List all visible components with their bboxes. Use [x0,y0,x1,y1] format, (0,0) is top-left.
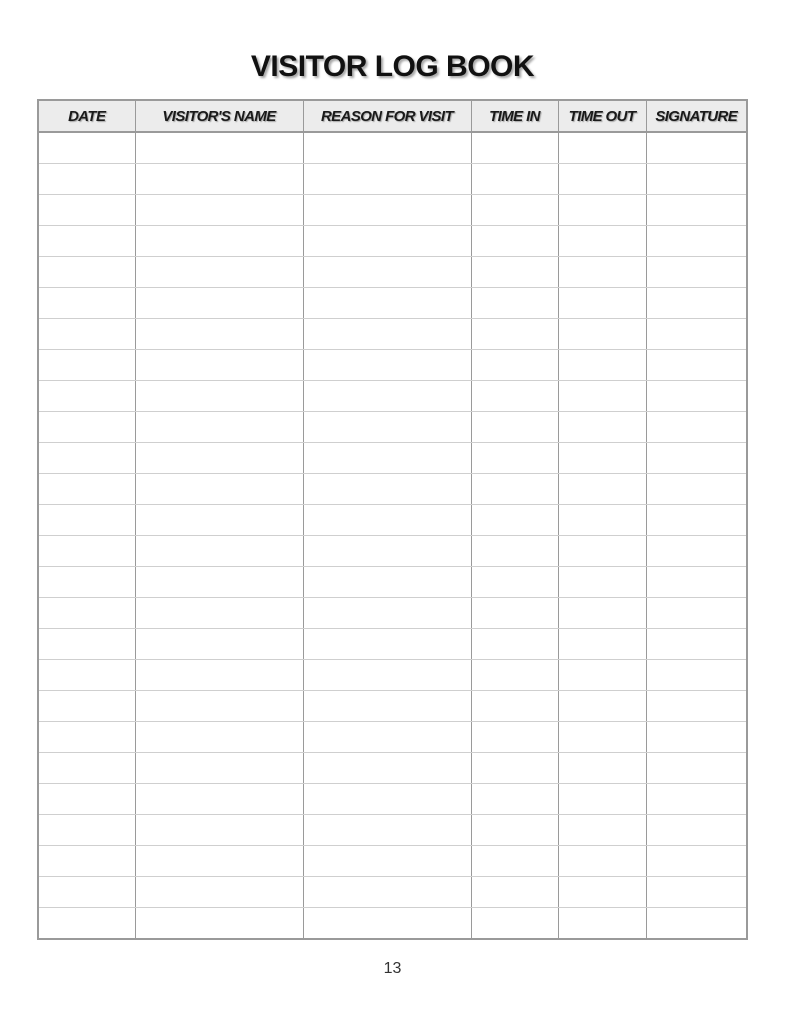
time-in-cell[interactable] [471,877,558,908]
signature-cell[interactable] [646,567,747,598]
visitor-name-cell[interactable] [135,908,303,940]
table-row [38,381,747,412]
reason-cell[interactable] [303,536,471,567]
date-cell[interactable] [38,722,135,753]
table-row [38,567,747,598]
column-header-date: DATE [38,100,135,132]
time-in-cell[interactable] [471,443,558,474]
date-cell[interactable] [38,350,135,381]
reason-cell[interactable] [303,257,471,288]
table-row [38,132,747,164]
time-out-cell[interactable] [558,784,646,815]
reason-cell[interactable] [303,132,471,164]
time-in-cell[interactable] [471,132,558,164]
date-cell[interactable] [38,195,135,226]
column-header-reason-for-visit: REASON FOR VISIT [303,100,471,132]
reason-cell[interactable] [303,474,471,505]
column-header-signature: SIGNATURE [646,100,747,132]
visitor-name-cell[interactable] [135,660,303,691]
reason-cell[interactable] [303,164,471,195]
reason-cell[interactable] [303,691,471,722]
date-cell[interactable] [38,567,135,598]
time-in-cell[interactable] [471,660,558,691]
visitor-log-table [37,99,748,940]
table-row [38,412,747,443]
reason-cell[interactable] [303,877,471,908]
signature-cell[interactable] [646,412,747,443]
time-out-cell[interactable] [558,350,646,381]
time-in-cell[interactable] [471,629,558,660]
time-out-cell[interactable] [558,195,646,226]
signature-cell[interactable] [646,722,747,753]
date-cell[interactable] [38,846,135,877]
signature-cell[interactable] [646,226,747,257]
signature-cell[interactable] [646,753,747,784]
signature-cell[interactable] [646,443,747,474]
time-in-cell[interactable] [471,474,558,505]
time-out-cell[interactable] [558,226,646,257]
visitor-name-cell[interactable] [135,722,303,753]
signature-cell[interactable] [646,195,747,226]
time-in-cell[interactable] [471,412,558,443]
visitor-name-cell[interactable] [135,846,303,877]
date-cell[interactable] [38,505,135,536]
signature-cell[interactable] [646,257,747,288]
table-row [38,164,747,195]
time-in-cell[interactable] [471,350,558,381]
column-header-visitor-name: VISITOR'S NAME [135,100,303,132]
reason-cell[interactable] [303,722,471,753]
signature-cell[interactable] [646,660,747,691]
signature-cell[interactable] [646,474,747,505]
visitor-name-cell[interactable] [135,505,303,536]
time-in-cell[interactable] [471,691,558,722]
signature-cell[interactable] [646,350,747,381]
signature-cell[interactable] [646,381,747,412]
time-out-cell[interactable] [558,815,646,846]
signature-cell[interactable] [646,598,747,629]
table-row [38,660,747,691]
date-cell[interactable] [38,815,135,846]
visitor-name-cell[interactable] [135,319,303,350]
column-header-time-out: TIME OUT [558,100,646,132]
date-cell[interactable] [38,132,135,164]
table-body [38,132,747,939]
visitor-name-cell[interactable] [135,132,303,164]
table-row [38,195,747,226]
time-in-cell[interactable] [471,722,558,753]
date-cell[interactable] [38,536,135,567]
visitor-name-cell[interactable] [135,784,303,815]
reason-cell[interactable] [303,598,471,629]
visitor-name-cell[interactable] [135,629,303,660]
visitor-name-cell[interactable] [135,350,303,381]
time-out-cell[interactable] [558,598,646,629]
table-row [38,784,747,815]
signature-cell[interactable] [646,784,747,815]
time-out-cell[interactable] [558,474,646,505]
time-in-cell[interactable] [471,288,558,319]
table-row [38,226,747,257]
time-out-cell[interactable] [558,443,646,474]
table-row [38,288,747,319]
signature-cell[interactable] [646,536,747,567]
table-row [38,846,747,877]
time-out-cell[interactable] [558,877,646,908]
signature-cell[interactable] [646,132,747,164]
time-in-cell[interactable] [471,195,558,226]
table-row [38,598,747,629]
time-in-cell[interactable] [471,505,558,536]
table-row [38,691,747,722]
table-row [38,474,747,505]
signature-cell[interactable] [646,815,747,846]
visitor-name-cell[interactable] [135,598,303,629]
time-out-cell[interactable] [558,908,646,940]
reason-cell[interactable] [303,443,471,474]
time-out-cell[interactable] [558,288,646,319]
table-row [38,908,747,940]
reason-cell[interactable] [303,350,471,381]
visitor-name-cell[interactable] [135,815,303,846]
date-cell[interactable] [38,784,135,815]
table-row [38,629,747,660]
date-cell[interactable] [38,443,135,474]
reason-cell[interactable] [303,567,471,598]
table-row [38,257,747,288]
visitor-name-cell[interactable] [135,381,303,412]
time-in-cell[interactable] [471,381,558,412]
time-in-cell[interactable] [471,815,558,846]
visitor-name-cell[interactable] [135,536,303,567]
visitor-name-cell[interactable] [135,257,303,288]
date-cell[interactable] [38,474,135,505]
table-row [38,319,747,350]
table-row [38,753,747,784]
time-out-cell[interactable] [558,536,646,567]
date-cell[interactable] [38,691,135,722]
table-row [38,505,747,536]
signature-cell[interactable] [646,877,747,908]
time-out-cell[interactable] [558,753,646,784]
signature-cell[interactable] [646,505,747,536]
time-in-cell[interactable] [471,846,558,877]
reason-cell[interactable] [303,288,471,319]
date-cell[interactable] [38,753,135,784]
time-out-cell[interactable] [558,412,646,443]
visitor-name-cell[interactable] [135,195,303,226]
time-out-cell[interactable] [558,505,646,536]
time-in-cell[interactable] [471,257,558,288]
time-in-cell[interactable] [471,598,558,629]
time-out-cell[interactable] [558,257,646,288]
visitor-name-cell[interactable] [135,753,303,784]
date-cell[interactable] [38,877,135,908]
signature-cell[interactable] [646,908,747,940]
time-in-cell[interactable] [471,784,558,815]
time-out-cell[interactable] [558,691,646,722]
reason-cell[interactable] [303,412,471,443]
visitor-name-cell[interactable] [135,288,303,319]
signature-cell[interactable] [646,691,747,722]
time-in-cell[interactable] [471,567,558,598]
date-cell[interactable] [38,164,135,195]
time-out-cell[interactable] [558,381,646,412]
time-out-cell[interactable] [558,164,646,195]
signature-cell[interactable] [646,319,747,350]
table-row [38,877,747,908]
visitor-name-cell[interactable] [135,412,303,443]
visitor-name-cell[interactable] [135,443,303,474]
date-cell[interactable] [38,257,135,288]
date-cell[interactable] [38,908,135,940]
visitor-name-cell[interactable] [135,691,303,722]
time-out-cell[interactable] [558,132,646,164]
time-in-cell[interactable] [471,908,558,940]
time-out-cell[interactable] [558,660,646,691]
time-out-cell[interactable] [558,567,646,598]
date-cell[interactable] [38,660,135,691]
column-header-time-in: TIME IN [471,100,558,132]
date-cell[interactable] [38,288,135,319]
time-in-cell[interactable] [471,536,558,567]
reason-cell[interactable] [303,629,471,660]
time-out-cell[interactable] [558,846,646,877]
visitor-name-cell[interactable] [135,164,303,195]
visitor-name-cell[interactable] [135,567,303,598]
page-number: 13 [383,960,402,977]
reason-cell[interactable] [303,815,471,846]
date-cell[interactable] [38,412,135,443]
reason-cell[interactable] [303,908,471,940]
date-cell[interactable] [38,629,135,660]
time-in-cell[interactable] [471,319,558,350]
visitor-name-cell[interactable] [135,474,303,505]
signature-cell[interactable] [646,164,747,195]
visitor-name-cell[interactable] [135,877,303,908]
table-header-row [38,100,747,132]
time-in-cell[interactable] [471,226,558,257]
signature-cell[interactable] [646,846,747,877]
date-cell[interactable] [38,598,135,629]
reason-cell[interactable] [303,660,471,691]
table-row [38,815,747,846]
date-cell[interactable] [38,319,135,350]
table-row [38,722,747,753]
time-out-cell[interactable] [558,629,646,660]
reason-cell[interactable] [303,784,471,815]
date-cell[interactable] [38,381,135,412]
time-in-cell[interactable] [471,753,558,784]
table-row [38,443,747,474]
table-row [38,350,747,381]
date-cell[interactable] [38,226,135,257]
time-out-cell[interactable] [558,319,646,350]
reason-cell[interactable] [303,226,471,257]
reason-cell[interactable] [303,381,471,412]
time-out-cell[interactable] [558,722,646,753]
reason-cell[interactable] [303,505,471,536]
time-in-cell[interactable] [471,164,558,195]
table-row [38,536,747,567]
reason-cell[interactable] [303,319,471,350]
visitor-name-cell[interactable] [135,226,303,257]
reason-cell[interactable] [303,195,471,226]
reason-cell[interactable] [303,753,471,784]
signature-cell[interactable] [646,629,747,660]
reason-cell[interactable] [303,846,471,877]
page-title: VISITOR LOG BOOK [250,50,535,83]
signature-cell[interactable] [646,288,747,319]
